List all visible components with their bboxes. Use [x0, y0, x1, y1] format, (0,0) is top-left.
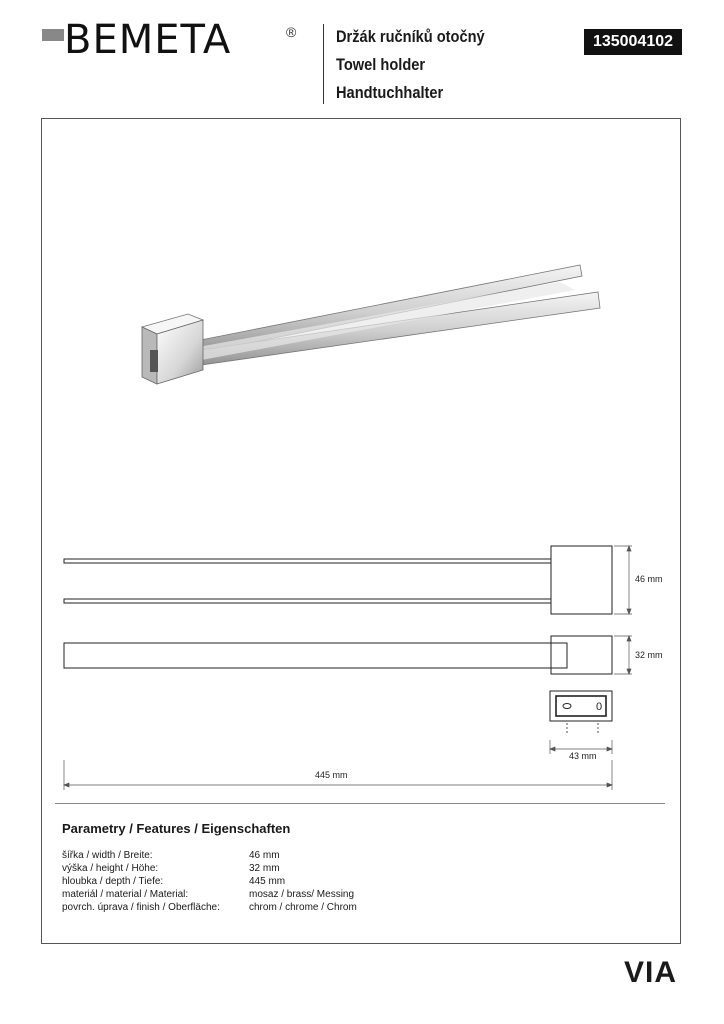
series-name: VIA	[624, 956, 678, 989]
spec-value-finish: chrom / chrome / Chrom	[249, 902, 357, 913]
spec-label-height: výška / height / Höhe:	[62, 863, 159, 874]
top-view-drawing	[64, 636, 612, 674]
title-czech: Držák ručníků otočný	[336, 27, 485, 46]
front-view-drawing	[64, 546, 612, 614]
spec-value-height: 32 mm	[249, 863, 280, 874]
spec-label-width: šířka / width / Breite:	[62, 850, 153, 861]
mounting-plate-drawing	[550, 691, 612, 735]
spec-value-material: mosaz / brass/ Messing	[249, 889, 355, 900]
dimension-46mm	[614, 546, 632, 614]
title-english: Towel holder	[336, 55, 426, 74]
dim-label-43mm: 43 mm	[569, 751, 597, 761]
spec-value-depth: 445 mm	[249, 876, 286, 887]
dim-label-445mm: 445 mm	[315, 770, 348, 780]
product-photo	[142, 265, 600, 384]
plate-symbol: 0	[596, 701, 603, 713]
dim-label-32mm: 32 mm	[635, 650, 663, 660]
brand-logo: BEMETA	[64, 17, 232, 63]
dimension-32mm	[614, 636, 632, 674]
features-title: Parametry / Features / Eigenschaften	[62, 821, 291, 836]
spec-value-width: 46 mm	[249, 850, 280, 861]
dim-label-46mm: 46 mm	[635, 574, 663, 584]
spec-label-finish: povrch. úprava / finish / Oberfläche:	[62, 902, 220, 913]
product-code-badge: 135004102	[584, 29, 682, 55]
spec-label-depth: hloubka / depth / Tiefe:	[62, 876, 164, 887]
section-divider	[55, 803, 665, 804]
registered-mark: ®	[286, 24, 297, 40]
title-german: Handtuchhalter	[336, 83, 444, 102]
spec-label-material: materiál / material / Material:	[62, 889, 189, 900]
